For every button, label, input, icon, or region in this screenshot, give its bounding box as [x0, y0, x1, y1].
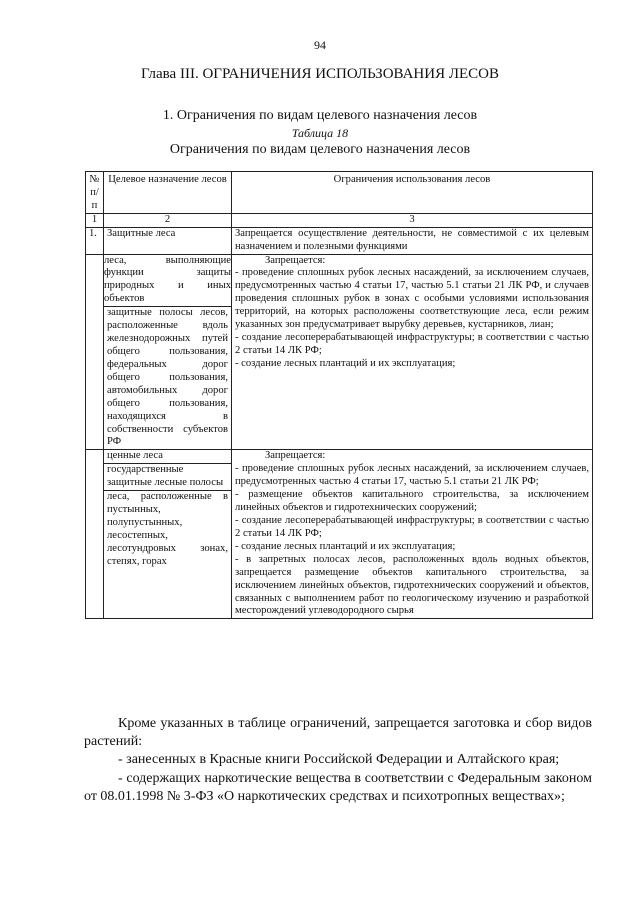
section-title: 1. Ограничения по видам целевого назначения лесов: [162, 108, 478, 123]
restriction-item: - создание лесоперерабатывающей инфраструктуры; в соответствии с частью 2 статьи 14 ЛК РФ;: [235, 514, 589, 539]
restriction-item: - создание лесных плантаций и их эксплуатация;: [235, 540, 456, 552]
header-restrictions: Ограничения использования лесов: [232, 172, 593, 214]
restriction-item: - размещение объектов капитального строительства, за исключением линейных объектов и гидротехнических сооружений;: [235, 489, 589, 514]
table-row: [86, 450, 593, 619]
column-number-row: [86, 213, 593, 227]
purpose-item: леса, расположенные в пустынных, полупустынных, лесостепных, лесотундровых зонах, степях, горах: [104, 490, 231, 569]
chapter-title: Глава III. ОГРАНИЧЕНИЯ ИСПОЛЬЗОВАНИЯ ЛЕСОВ: [140, 66, 500, 82]
column-number: 3: [232, 213, 593, 227]
table-number: Таблица 18: [291, 126, 349, 140]
header-number: № п/п: [86, 172, 104, 214]
table-header-row: [86, 172, 593, 214]
list-item: - содержащих наркотические вещества в соответствии с Федеральным законом от 08.01.1998 № 3-ФЗ «О наркотических средствах и психотропных веществах»;: [84, 770, 592, 804]
table-row: [86, 227, 593, 254]
table-row: [86, 254, 593, 450]
column-number: 1: [86, 213, 104, 227]
restrictions-table: [85, 171, 593, 619]
purpose-item: государственные защитные лесные полосы: [104, 463, 231, 490]
prohibited-heading: Запрещается:: [265, 450, 326, 462]
table-title: Ограничения по видам целевого назначения лесов: [169, 142, 471, 157]
additional-restrictions: [84, 715, 592, 806]
column-number: 2: [104, 213, 232, 227]
restriction-item: - проведение сплошных рубок лесных насаждений, за исключением случаев, предусмотренных частью 4 статьи 17, частью 5.1 статьи 21 ЛК РФ;: [235, 463, 589, 488]
row-number: 1.: [86, 227, 104, 254]
restriction-item: - создание лесоперерабатывающей инфраструктуры; в соответствии с частью 2 статьи 14 ЛК РФ;: [235, 332, 589, 356]
intro-paragraph: Кроме указанных в таблице ограничений, запрещается заготовка и сбор видов растений:: [84, 716, 592, 750]
row-restriction: Запрещается осуществление деятельности, не совместимой с их целевым назначением и полезными функциями: [232, 227, 593, 254]
page-number: 94: [314, 38, 326, 52]
restriction-item: - в запретных полосах лесов, расположенных вдоль водных объектов, запрещается размещение объектов капитального строительства, за исключением линейных объектов, гидротехнических сооружений и объектов, связанных с выполнением работ по геологическому изучению и разработкой месторождений углеводородного сырья: [235, 553, 589, 617]
restriction-item: - проведение сплошных рубок лесных насаждений, за исключением случаев, предусмотренных частью 4 статьи 17, частью 5.1 статьи 21 ЛК РФ, и случаев проведения сплошных рубок в зонах с особыми условиями использования территорий, на которых расположены соответствующие леса, если режим указанных зон предусматривает вырубку деревьев, кустарников, лиан;: [235, 267, 589, 331]
restriction-item: - создание лесных плантаций и их эксплуатация;: [235, 357, 456, 369]
prohibited-heading: Запрещается:: [265, 254, 326, 266]
purpose-item: ценные леса: [107, 450, 163, 462]
purpose-item: защитные полосы лесов, расположенные вдоль железнодорожных путей общего пользования, федеральных дорог общего пользования, автомобильных дорог общего пользования, находящихся в собственности субъектов РФ: [104, 306, 231, 449]
row-purpose: Защитные леса: [104, 227, 232, 254]
header-purpose: Целевое назначение лесов: [104, 172, 232, 214]
purpose-item: леса, выполняющие функции защиты природных и иных объектов: [104, 254, 231, 305]
list-item: - занесенных в Красные книги Российской Федерации и Алтайского края;: [118, 752, 560, 768]
